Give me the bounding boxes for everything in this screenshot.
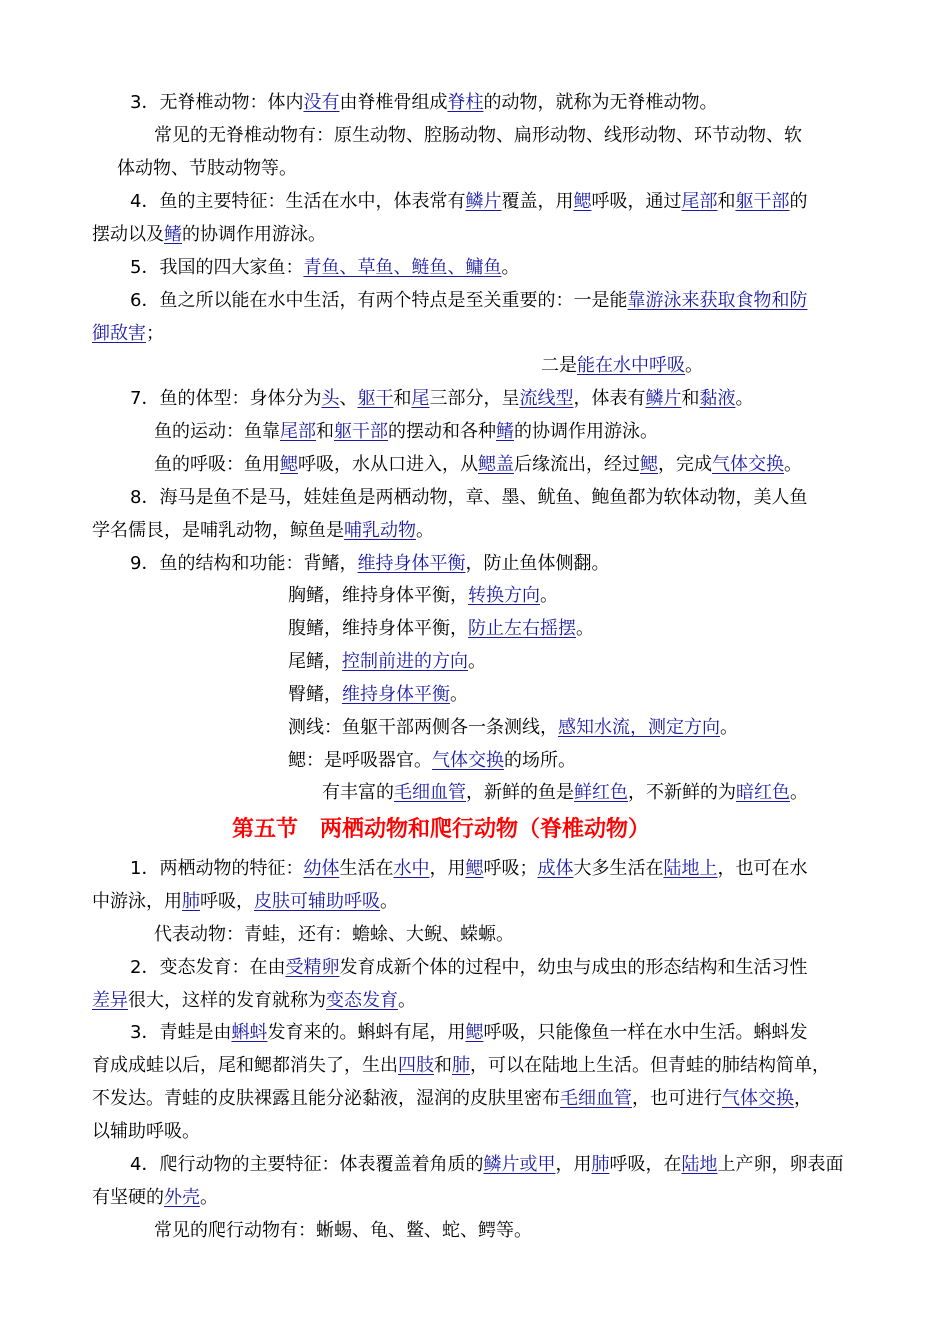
text-line <box>288 617 594 641</box>
answer-fill: 鳃 <box>573 191 592 212</box>
text-line <box>92 890 398 914</box>
answer-fill: 控制前进的方向 <box>342 651 468 672</box>
text-segment: 。 <box>450 684 468 705</box>
answer-fill: 感知水流，测定方向 <box>558 717 720 738</box>
text-segment: 。 <box>200 1187 218 1208</box>
text-segment: 3．青蛙是由 <box>130 1022 232 1043</box>
answer-fill: 能在水中呼吸 <box>577 355 685 376</box>
text-segment: 常见的无脊椎动物有：原生动物、腔肠动物、扁形动物、线形动物、环节动物、软 <box>154 125 802 146</box>
text-segment: 。 <box>784 454 802 475</box>
text-line <box>130 387 753 411</box>
answer-fill: 御敌害 <box>92 323 146 344</box>
answer-fill: 鳞片 <box>645 388 682 409</box>
text-segment: 学名儒艮，是哺乳动物，鲸鱼是 <box>92 520 344 541</box>
text-segment: 呼吸，水从口进入，从 <box>298 454 478 475</box>
text-segment: 7．鱼的体型：身体分为 <box>130 388 322 409</box>
answer-fill: 躯干部 <box>735 191 790 212</box>
section-heading: 第五节 两栖动物和爬行动物（脊椎动物） <box>232 817 651 842</box>
answer-fill: 没有 <box>303 92 340 113</box>
text-segment: 。 <box>380 891 398 912</box>
answer-fill: 躯干部 <box>334 421 388 442</box>
text-segment: 常见的爬行动物有：蜥蜴、龟、鳖、蛇、鳄等。 <box>154 1220 532 1241</box>
text-line <box>130 91 717 115</box>
text-segment: ，用 <box>429 858 466 879</box>
text-line <box>288 716 738 740</box>
text-segment: ，防止鱼体侧翻。 <box>465 553 610 574</box>
text-segment: 呼吸； <box>483 858 538 879</box>
text-segment: 5．我国的四大家鱼： <box>130 257 304 278</box>
answer-fill: 气体交换 <box>722 1088 794 1109</box>
text-segment: ，可以在陆地上生活。但青蛙的肺结构简单， <box>470 1055 830 1076</box>
text-segment: ，完成 <box>658 454 712 475</box>
text-segment: 三部分，呈 <box>429 388 520 409</box>
text-segment: 4．爬行动物的主要特征：体表覆盖着角质的 <box>130 1154 484 1175</box>
text-segment: ， <box>794 1088 812 1109</box>
answer-fill: 青鱼、草鱼、鲢鱼、鳙鱼 <box>303 257 502 278</box>
answer-fill: 尾 <box>411 388 430 409</box>
text-segment: ，新鲜的鱼是 <box>466 782 574 803</box>
text-line <box>154 923 514 947</box>
text-line <box>288 749 576 773</box>
answer-fill: 躯干 <box>357 388 394 409</box>
text-segment: 1．两栖动物的特征： <box>130 858 304 879</box>
text-line <box>288 683 468 707</box>
text-line <box>130 552 609 576</box>
text-line <box>322 781 808 805</box>
answer-fill: 鳃盖 <box>478 454 514 475</box>
text-line <box>92 223 326 247</box>
text-segment: 很大，这样的发育就称为 <box>128 990 326 1011</box>
answer-fill: 鳃 <box>280 454 298 475</box>
answer-fill: 鳃 <box>465 1022 484 1043</box>
text-line <box>288 584 558 608</box>
answer-fill: 鳍 <box>164 224 182 245</box>
text-segment: 呼吸，在 <box>609 1154 682 1175</box>
text-segment: ，也可在水 <box>717 858 808 879</box>
answer-fill: 气体交换 <box>432 750 504 771</box>
answer-fill: 鳃 <box>465 858 484 879</box>
text-segment: 。 <box>416 520 434 541</box>
text-segment: 大多生活在 <box>573 858 664 879</box>
text-segment: 尾鳍， <box>288 651 342 672</box>
text-segment: 和 <box>316 421 334 442</box>
text-segment: 以辅助呼吸。 <box>92 1121 200 1142</box>
answer-fill: 哺乳动物 <box>344 520 416 541</box>
text-segment: 呼吸，只能像鱼一样在水中生活。蝌蚪发 <box>483 1022 808 1043</box>
text-line <box>288 650 486 674</box>
answer-fill: 蝌蚪 <box>231 1022 268 1043</box>
answer-fill: 成体 <box>537 858 574 879</box>
text-line <box>92 1054 830 1078</box>
answer-fill: 靠游泳来获取食物和防 <box>627 290 808 311</box>
text-segment: 呼吸，通过 <box>591 191 682 212</box>
text-segment: 上产卵，卵表面 <box>717 1154 844 1175</box>
text-segment: 、 <box>339 388 358 409</box>
text-segment: 。 <box>398 990 416 1011</box>
answer-fill: 肺 <box>182 891 200 912</box>
answer-fill: 肺 <box>452 1055 470 1076</box>
text-segment: ，不新鲜的为 <box>628 782 736 803</box>
text-segment: 的场所。 <box>504 750 576 771</box>
text-segment: 和 <box>434 1055 452 1076</box>
text-line <box>130 289 807 313</box>
answer-fill: 陆地上 <box>663 858 718 879</box>
text-line <box>130 190 807 214</box>
text-segment: ； <box>146 323 164 344</box>
text-segment: 育成成蛙以后，尾和鳃都消失了，生出 <box>92 1055 398 1076</box>
text-segment: 体动物、节肢动物等。 <box>117 158 297 179</box>
text-segment: 摆动以及 <box>92 224 164 245</box>
text-segment: ，也可进行 <box>632 1088 722 1109</box>
text-segment: 。 <box>790 782 808 803</box>
text-segment: 。 <box>468 651 486 672</box>
text-segment: 呼吸， <box>200 891 254 912</box>
text-segment: 发育成新个体的过程中，幼虫与成虫的形态结构和生活习性 <box>339 957 808 978</box>
text-segment: 的协调作用游泳。 <box>514 421 658 442</box>
text-segment: ，用 <box>555 1154 592 1175</box>
text-line <box>541 354 703 378</box>
text-segment: 4．鱼的主要特征：生活在水中，体表常有 <box>130 191 466 212</box>
text-line <box>154 1219 532 1243</box>
text-segment: 覆盖，用 <box>501 191 574 212</box>
text-segment: 3．无脊椎动物：体内 <box>130 92 304 113</box>
answer-fill: 黏液 <box>699 388 736 409</box>
text-segment: ，体表有 <box>573 388 646 409</box>
text-segment: 生活在 <box>339 858 394 879</box>
text-line <box>130 956 807 980</box>
text-segment: 8．海马是鱼不是马，娃娃鱼是两栖动物，章、墨、鱿鱼、鲍鱼都为软体动物，美人鱼 <box>130 487 808 508</box>
answer-fill: 水中 <box>393 858 430 879</box>
text-line <box>154 453 802 477</box>
text-segment: 腹鳍，维持身体平衡， <box>288 618 468 639</box>
text-segment: 的动物，就称为无脊椎动物。 <box>483 92 718 113</box>
answer-fill: 鳞片或甲 <box>483 1154 556 1175</box>
answer-fill: 头 <box>321 388 340 409</box>
answer-fill: 变态发育 <box>326 990 398 1011</box>
answer-fill: 暗红色 <box>736 782 790 803</box>
text-segment: 的 <box>789 191 808 212</box>
answer-fill: 四肢 <box>398 1055 434 1076</box>
answer-fill: 鲜红色 <box>574 782 628 803</box>
text-line <box>92 322 164 346</box>
answer-fill: 肺 <box>591 1154 610 1175</box>
answer-fill: 流线型 <box>519 388 574 409</box>
answer-fill: 防止左右摇摆 <box>468 618 576 639</box>
text-segment: 测线：鱼躯干部两侧各一条测线， <box>288 717 558 738</box>
text-segment: 的协调作用游泳。 <box>182 224 326 245</box>
text-line <box>130 1153 843 1177</box>
answer-fill: 幼体 <box>303 858 340 879</box>
text-segment: 。 <box>576 618 594 639</box>
answer-fill: 外壳 <box>164 1187 200 1208</box>
text-line <box>92 1186 218 1210</box>
answer-fill: 鳃 <box>640 454 658 475</box>
text-segment: 后缘流出，经过 <box>514 454 640 475</box>
answer-fill: 维持身体平衡 <box>342 684 450 705</box>
answer-fill: 气体交换 <box>712 454 784 475</box>
text-segment: 代表动物：青蛙，还有：蟾蜍、大鲵、蝾螈。 <box>154 924 514 945</box>
text-line <box>130 256 519 280</box>
text-segment: 。 <box>735 388 754 409</box>
text-line <box>92 1120 200 1144</box>
text-line <box>154 124 802 148</box>
text-segment: 6．鱼之所以能在水中生活，有两个特点是至关重要的：一是能 <box>130 290 628 311</box>
answer-fill: 陆地 <box>681 1154 718 1175</box>
text-segment: 发育来的。蝌蚪有尾，用 <box>267 1022 466 1043</box>
text-segment: 胸鳍，维持身体平衡， <box>288 585 468 606</box>
text-segment: 。 <box>720 717 738 738</box>
text-segment: 有丰富的 <box>322 782 394 803</box>
text-segment: 臀鳍， <box>288 684 342 705</box>
text-segment: 。 <box>685 355 703 376</box>
answer-fill: 维持身体平衡 <box>357 553 466 574</box>
text-segment: 鳃：是呼吸器官。 <box>288 750 432 771</box>
answer-fill: 差异 <box>92 990 128 1011</box>
text-line <box>117 157 297 181</box>
text-segment: 2．变态发育：在由 <box>130 957 286 978</box>
text-line <box>92 519 434 543</box>
text-segment: 9．鱼的结构和功能：背鳍， <box>130 553 358 574</box>
text-line <box>130 857 807 881</box>
answer-fill: 转换方向 <box>468 585 540 606</box>
text-segment: 有坚硬的 <box>92 1187 164 1208</box>
text-line <box>154 420 658 444</box>
text-line <box>92 989 416 1013</box>
answer-fill: 毛细血管 <box>560 1088 632 1109</box>
answer-fill: 皮肤可辅助呼吸 <box>254 891 380 912</box>
text-segment: 和 <box>717 191 736 212</box>
text-line <box>92 1087 812 1111</box>
answer-fill: 鳞片 <box>465 191 502 212</box>
text-segment: 二是 <box>541 355 577 376</box>
answer-fill: 脊柱 <box>447 92 484 113</box>
text-segment: 鱼的运动：鱼靠 <box>154 421 280 442</box>
text-segment: 。 <box>540 585 558 606</box>
text-segment: 中游泳，用 <box>92 891 182 912</box>
text-line <box>130 486 807 510</box>
text-line <box>130 1021 807 1045</box>
text-segment: 。 <box>501 257 520 278</box>
answer-fill: 尾部 <box>681 191 718 212</box>
text-segment: 和 <box>681 388 700 409</box>
text-segment: 和 <box>393 388 412 409</box>
answer-fill: 尾部 <box>280 421 316 442</box>
text-segment: 不发达。青蛙的皮肤裸露且能分泌黏液，湿润的皮肤里密布 <box>92 1088 560 1109</box>
answer-fill: 受精卵 <box>285 957 340 978</box>
text-segment: 的摆动和各种 <box>388 421 496 442</box>
text-segment: 由脊椎骨组成 <box>339 92 448 113</box>
text-segment: 鱼的呼吸：鱼用 <box>154 454 280 475</box>
answer-fill: 鳍 <box>496 421 514 442</box>
answer-fill: 毛细血管 <box>394 782 466 803</box>
